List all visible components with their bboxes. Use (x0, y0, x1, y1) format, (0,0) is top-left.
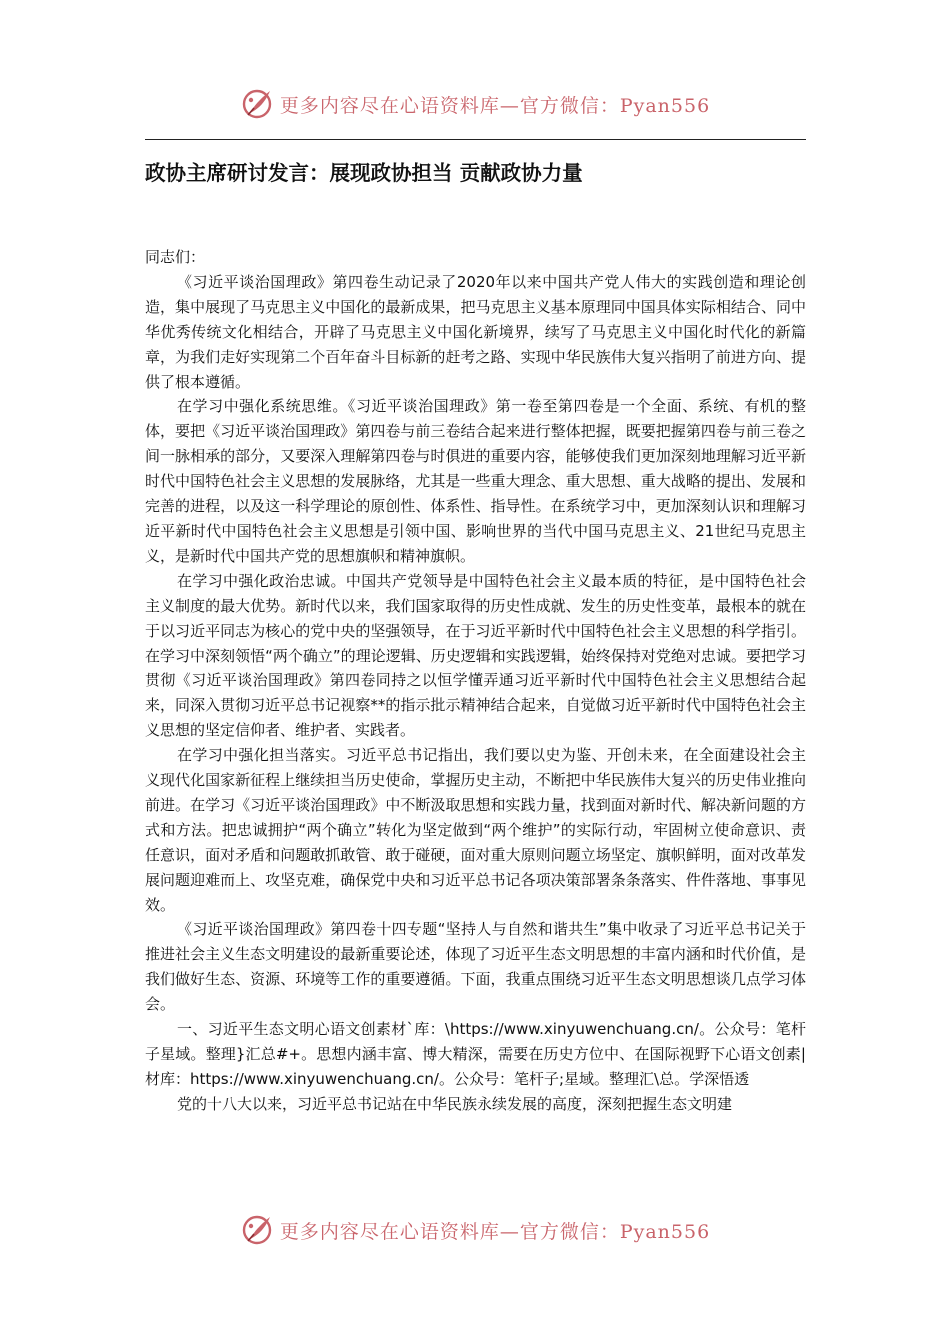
paragraph: 在学习中强化担当落实。习近平总书记指出，我们要以史为鉴、开创未来，在全面建设社会主义现代化国家新征程上继续担当历史使命，掌握历史主动，不断把中华民族伟大复兴的历史伟业推向前进。在学习《习近平谈治国理政》中不断汲取思想和实践力量，找到面对新时代、解决新问题的方式和方法。把忠诚拥护“两个确立”转化为坚定做到“两个维护”的实际行动，牢固树立使命意识、责任意识，面对矛盾和问题敢抓敢管、敢于碰硬，面对重大原则问题立场坚定、旗帜鲜明，面对改革发展问题迎难而上、攻坚克难，确保党中央和习近平总书记各项决策部署条条落实、件件落地、事事见效。 (145, 746, 806, 914)
paragraph: 在学习中强化系统思维。《习近平谈治国理政》第一卷至第四卷是一个全面、系统、有机的整体，要把《习近平谈治国理政》第四卷与前三卷结合起来进行整体把握，既要把握第四卷与前三卷之间一脉相承的部分，又要深入理解第四卷与时俱进的重要内容，能够使我们更加深刻地理解习近平新时代中国特色社会主义思想的发展脉络，尤其是一些重大理念、重大思想、重大战略的提出、发展和完善的进程，以及这一科学理论的原创性、体系性、指导性。在系统学习中，更加深刻认识和理解习近平新时代中国特色社会主义思想是引领中国、影响世界的当代中国马克思主义、21世纪马克思主义，是新时代中国共产党的思想旗帜和精神旗帜。 (145, 397, 806, 565)
salutation: 同志们： (145, 248, 206, 266)
banner-text: 更多内容尽在心语资料库—官方微信：Pyan556 (279, 94, 711, 117)
paragraph: 《习近平谈治国理政》第四卷十四专题“坚持人与自然和谐共生”集中收录了习近平总书记关于推进社会主义生态文明建设的最新重要论述，体现了习近平生态文明思想的丰富内涵和时代价值，是我们做好生态、资源、环境等工作的重要遵循。下面，我重点围绕习近平生态文明思想谈几点学习体会。 (145, 920, 806, 1014)
quill-logo-icon (240, 1213, 274, 1247)
banner-text: 更多内容尽在心语资料库—官方微信：Pyan556 (279, 1220, 711, 1243)
top-banner (0, 82, 950, 126)
header-divider (145, 139, 806, 140)
quill-logo-icon (240, 87, 274, 121)
paragraph: 在学习中强化政治忠诚。中国共产党领导是中国特色社会主义最本质的特征，是中国特色社会主义制度的最大优势。新时代以来，我们国家取得的历史性成就、发生的历史性变革，最根本的就在于以习近平同志为核心的党中央的坚强领导，在于习近平新时代中国特色社会主义思想的科学指引。在学习中深刻领悟“两个确立”的理论逻辑、历史逻辑和实践逻辑，始终保持对党绝对忠诚。要把学习贯彻《习近平谈治国理政》第四卷同持之以恒学懂弄通习近平新时代中国特色社会主义思想结合起来，同深入贯彻习近平总书记视察**的指示批示精神结合起来，自觉做习近平新时代中国特色社会主义思想的坚定信仰者、维护者、实践者。 (145, 571, 806, 740)
paragraph: 党的十八大以来，习近平总书记站在中华民族永续发展的高度，深刻把握生态文明建 (177, 1094, 733, 1113)
paragraph: 《习近平谈治国理政》第四卷生动记录了2020年以来中国共产党人伟大的实践创造和理论创造，集中展现了马克思主义中国化的最新成果，把马克思主义基本原理同中国具体实际相结合、同中华优秀传统文化相结合，开辟了马克思主义中国化新境界，续写了马克思主义中国化时代化的新篇章，为我们走好实现第二个百年奋斗目标新的赶考之路、实现中华民族伟大复兴指明了前进方向、提供了根本遵循。 (145, 272, 806, 391)
paragraph: 一、习近平生态文明心语文创素材`库：\https://www.xinyuwenchuang.cn/。公众号：笔杆子星域。整理}汇总#+。思想内涵丰富、博大精深，需要在历史方位中、在国际视野下心语文创素|材库：https://www.xinyuwenchuang.cn/。公众号：笔杆子;星域。整理汇\总。学深悟透 (145, 1020, 806, 1088)
document-body (145, 245, 806, 1117)
bottom-banner (0, 1208, 950, 1252)
document-title: 政协主席研讨发言：展现政协担当 贡献政协力量 (145, 161, 583, 185)
